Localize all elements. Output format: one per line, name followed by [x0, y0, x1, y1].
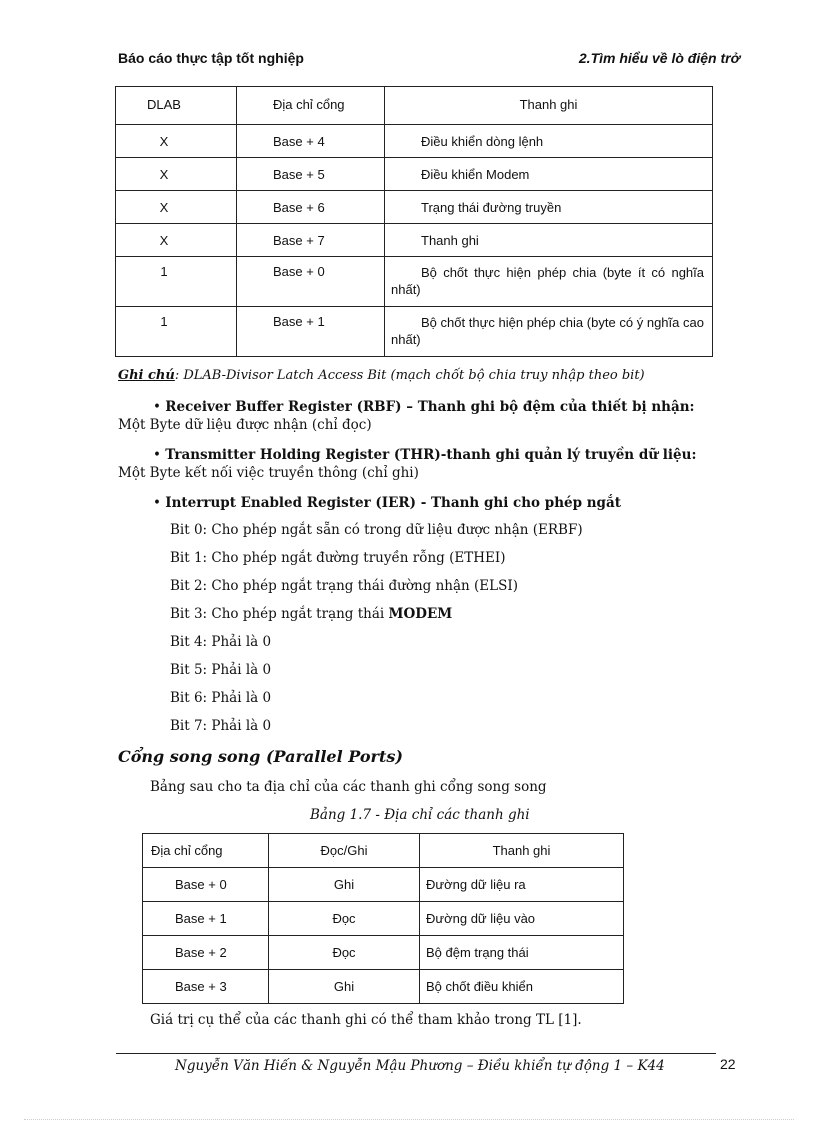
- table-cell: Base + 4: [237, 125, 385, 158]
- table-header-cell: Địa chỉ cổng: [237, 87, 385, 125]
- bullet-heading: Receiver Buffer Register (RBF) – Thanh ghi bộ đệm của thiết bị nhận:: [165, 399, 695, 415]
- table-cell: Điều khiển dòng lệnh: [385, 125, 713, 158]
- table-row: [143, 868, 624, 902]
- bullet-description: Một Byte dữ liệu được nhận (chỉ đọc): [118, 417, 372, 433]
- table-cell: Base + 0: [237, 257, 385, 307]
- header-report-title: Báo cáo thực tập tốt nghiệp: [118, 50, 304, 66]
- header-chapter-title: 2.Tìm hiểu về lò điện trở: [578, 50, 740, 66]
- bullet-dot-icon: •: [153, 495, 166, 511]
- table-cell: Base + 1: [237, 307, 385, 357]
- bullet-line: [118, 398, 740, 416]
- table-note: [118, 368, 645, 383]
- bit-item: [170, 522, 583, 538]
- bullet-heading: Transmitter Holding Register (THR)-thanh ghi quản lý truyền dữ liệu:: [165, 447, 697, 463]
- table-cell: Base + 6: [237, 191, 385, 224]
- bit-item: [170, 662, 271, 678]
- bit-text: Bit 7: Phải là 0: [170, 718, 272, 734]
- section-intro: Bảng sau cho ta địa chỉ của các thanh ghi cổng song song: [150, 779, 547, 795]
- bit-item: [170, 578, 518, 594]
- bullet-dot-icon: •: [153, 399, 166, 415]
- table-cell: Trạng thái đường truyền: [385, 191, 713, 224]
- table-cell: Đường dữ liệu ra: [420, 868, 624, 902]
- table-caption: Bảng 1.7 - Địa chỉ các thanh ghi: [310, 807, 530, 823]
- table-row: [116, 257, 713, 307]
- table-cell: Base + 1: [143, 902, 269, 936]
- bullet-ier: [118, 494, 740, 512]
- section-title: Cổng song song (Parallel Ports): [118, 747, 403, 766]
- table-cell: X: [116, 125, 237, 158]
- table-cell: Bộ đệm trạng thái: [420, 936, 624, 970]
- table-header-row: [143, 834, 624, 868]
- table-row: [143, 936, 624, 970]
- note-text: : DLAB-Divisor Latch Access Bit (mạch chốt bộ chia truy nhập theo bit): [174, 368, 645, 383]
- page-bottom-divider: [24, 1119, 794, 1120]
- table-cell: Đọc: [269, 936, 420, 970]
- table-header-cell: Địa chỉ cổng: [143, 834, 269, 868]
- table-cell: X: [116, 158, 237, 191]
- table-row: [116, 191, 713, 224]
- bit-bold-text: MODEM: [388, 606, 453, 622]
- table-cell: Bộ chốt điều khiển: [420, 970, 624, 1004]
- table-cell: Điều khiển Modem: [385, 158, 713, 191]
- table-header-cell: Thanh ghi: [385, 87, 713, 125]
- page-header: [118, 50, 740, 72]
- table-cell: X: [116, 191, 237, 224]
- table-row: [116, 307, 713, 357]
- table-cell: Base + 5: [237, 158, 385, 191]
- bullet-thr: [118, 446, 740, 482]
- table-header-cell: Đọc/Ghi: [269, 834, 420, 868]
- bit-item: [170, 690, 271, 706]
- table-cell: Base + 3: [143, 970, 269, 1004]
- table-cell: Đường dữ liệu vào: [420, 902, 624, 936]
- table-header-cell: Thanh ghi: [420, 834, 624, 868]
- table-row: [143, 970, 624, 1004]
- table-cell: Bộ chốt thực hiện phép chia (byte có ý nghĩa cao nhất): [385, 307, 713, 357]
- bullet-line: [118, 494, 740, 512]
- table-cell: X: [116, 224, 237, 257]
- closing-text: Giá trị cụ thể của các thanh ghi có thể tham khảo trong TL [1].: [150, 1012, 582, 1028]
- bit-text: Bit 5: Phải là 0: [170, 662, 272, 678]
- footer-divider: [116, 1053, 716, 1054]
- table-cell: Thanh ghi: [385, 224, 713, 257]
- bit-text: Bit 0: Cho phép ngắt sẵn có trong dữ liệu được nhận (ERBF): [170, 522, 583, 538]
- bullet-line: [118, 446, 740, 464]
- table-cell: Đọc: [269, 902, 420, 936]
- bit-item: [170, 718, 271, 734]
- parallel-register-table: [142, 833, 624, 1004]
- footer-authors: Nguyễn Văn Hiến & Nguyễn Mậu Phương – Điều khiển tự động 1 – K44: [175, 1058, 665, 1074]
- bit-text: Bit 4: Phải là 0: [170, 634, 272, 650]
- table-cell: Base + 7: [237, 224, 385, 257]
- table-header-row: [116, 87, 713, 125]
- bit-item: [170, 634, 271, 650]
- table-cell: Ghi: [269, 868, 420, 902]
- table-header-cell: DLAB: [116, 87, 237, 125]
- table-cell: 1: [116, 257, 237, 307]
- page-number: 22: [720, 1056, 736, 1072]
- table-cell: 1: [116, 307, 237, 357]
- table-row: [116, 224, 713, 257]
- bullet-heading: Interrupt Enabled Register (IER) - Thanh ghi cho phép ngắt: [165, 495, 621, 511]
- bullet-description: Một Byte kết nối việc truyền thông (chỉ ghi): [118, 465, 419, 481]
- table-row: [116, 158, 713, 191]
- note-label: Ghi chú: [118, 368, 175, 383]
- bit-text: Bit 2: Cho phép ngắt trạng thái đường nhận (ELSI): [170, 578, 518, 594]
- bit-item: [170, 550, 505, 566]
- table-cell: Ghi: [269, 970, 420, 1004]
- bit-item: [170, 606, 452, 622]
- table-cell: Base + 0: [143, 868, 269, 902]
- table-cell: Bộ chốt thực hiện phép chia (byte ít có nghĩa nhất): [385, 257, 713, 307]
- bit-text: Bit 6: Phải là 0: [170, 690, 272, 706]
- table-row: [143, 902, 624, 936]
- table-cell: Base + 2: [143, 936, 269, 970]
- bit-text: Bit 1: Cho phép ngắt đường truyền rỗng (ETHEI): [170, 550, 506, 566]
- bit-text: Bit 3: Cho phép ngắt trạng thái: [170, 606, 389, 622]
- bullet-dot-icon: •: [153, 447, 166, 463]
- bullet-rbf: [118, 398, 740, 434]
- table-row: [116, 125, 713, 158]
- serial-register-table: [115, 86, 713, 357]
